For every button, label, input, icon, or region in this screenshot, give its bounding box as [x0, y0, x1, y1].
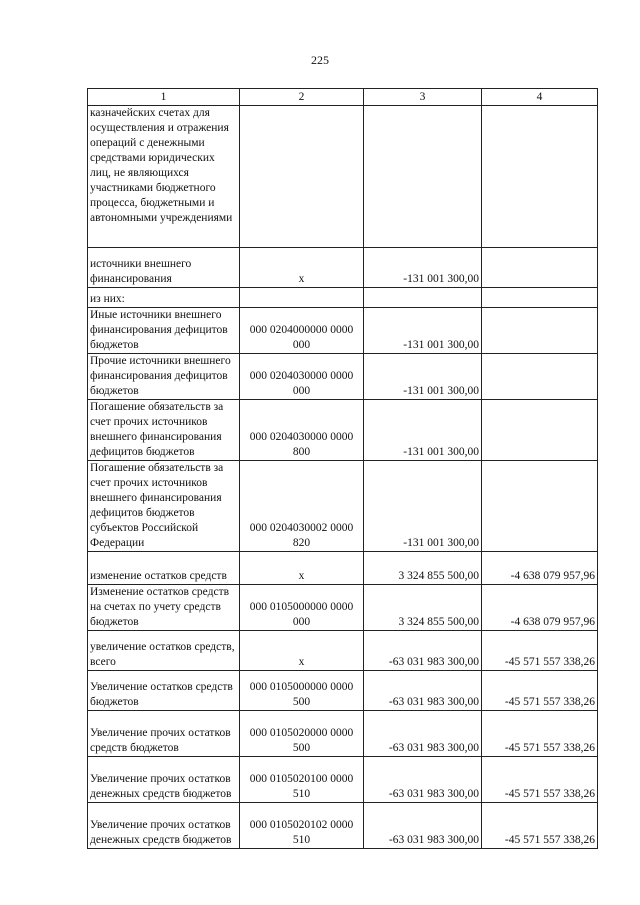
row-name: Увеличение прочих остатков средств бюджетов — [88, 711, 240, 757]
table-row — [88, 631, 598, 671]
row-code — [240, 288, 364, 308]
table-row — [88, 288, 598, 308]
table-row — [88, 308, 598, 354]
row-value-3 — [364, 288, 482, 308]
row-value-3 — [364, 106, 482, 248]
row-code: 000 0105020102 0000 510 — [240, 803, 364, 849]
row-name: казначейских счетах для осуществления и отражения операций с денежными средствами юридических лиц, не являющихся участниками бюджетного процесса, бюджетными и автономными учреждениями — [88, 106, 240, 248]
row-code: 000 0105000000 0000 000 — [240, 585, 364, 631]
row-code: 000 0105020000 0000 500 — [240, 711, 364, 757]
row-value-4 — [482, 400, 598, 461]
header-col-1: 1 — [88, 89, 240, 106]
row-value-4 — [482, 248, 598, 288]
table-row — [88, 106, 598, 248]
row-name: Погашение обязательств за счет прочих источников внешнего финансирования дефицитов бюджетов — [88, 400, 240, 461]
budget-sources-table — [87, 88, 598, 849]
row-value-3: -63 031 983 300,00 — [364, 671, 482, 711]
row-value-4: -45 571 557 338,26 — [482, 631, 598, 671]
row-value-4: -45 571 557 338,26 — [482, 711, 598, 757]
row-name: Изменение остатков средств на счетах по учету средств бюджетов — [88, 585, 240, 631]
row-name: Погашение обязательств за счет прочих источников внешнего финансирования дефицитов бюджетов субъектов Российской Федерации — [88, 461, 240, 552]
row-value-3: -131 001 300,00 — [364, 461, 482, 552]
table-row — [88, 248, 598, 288]
row-value-3: -63 031 983 300,00 — [364, 757, 482, 803]
table-row — [88, 354, 598, 400]
row-value-4: -4 638 079 957,96 — [482, 585, 598, 631]
row-code: 000 0204000000 0000 000 — [240, 308, 364, 354]
table-row — [88, 711, 598, 757]
row-value-4: -45 571 557 338,26 — [482, 803, 598, 849]
header-col-3: 3 — [364, 89, 482, 106]
row-name: источники внешнего финансирования — [88, 248, 240, 288]
row-value-3: -131 001 300,00 — [364, 400, 482, 461]
header-col-2: 2 — [240, 89, 364, 106]
row-code: 000 0204030000 0000 800 — [240, 400, 364, 461]
row-value-4 — [482, 106, 598, 248]
row-value-4: -4 638 079 957,96 — [482, 552, 598, 585]
row-value-3: -131 001 300,00 — [364, 354, 482, 400]
row-name: Увеличение прочих остатков денежных средств бюджетов — [88, 803, 240, 849]
row-name: из них: — [88, 288, 240, 308]
row-code: 000 0105000000 0000 500 — [240, 671, 364, 711]
row-value-4: -45 571 557 338,26 — [482, 757, 598, 803]
row-code: 000 0105020100 0000 510 — [240, 757, 364, 803]
row-code: 000 0204030000 0000 000 — [240, 354, 364, 400]
row-value-3: -63 031 983 300,00 — [364, 631, 482, 671]
row-value-3: -131 001 300,00 — [364, 248, 482, 288]
row-name: Увеличение прочих остатков денежных средств бюджетов — [88, 757, 240, 803]
row-code — [240, 106, 364, 248]
row-value-4: -45 571 557 338,26 — [482, 671, 598, 711]
row-value-3: 3 324 855 500,00 — [364, 552, 482, 585]
row-code: x — [240, 552, 364, 585]
row-value-4 — [482, 288, 598, 308]
row-name: Прочие источники внешнего финансирования дефицитов бюджетов — [88, 354, 240, 400]
row-value-4 — [482, 354, 598, 400]
table-row — [88, 552, 598, 585]
row-name: Увеличение остатков средств бюджетов — [88, 671, 240, 711]
table-row — [88, 400, 598, 461]
row-value-3: 3 324 855 500,00 — [364, 585, 482, 631]
table-row — [88, 803, 598, 849]
row-value-3: -131 001 300,00 — [364, 308, 482, 354]
row-name: Иные источники внешнего финансирования дефицитов бюджетов — [88, 308, 240, 354]
table-row — [88, 671, 598, 711]
row-name: увеличение остатков средств, всего — [88, 631, 240, 671]
table-row — [88, 757, 598, 803]
row-value-3: -63 031 983 300,00 — [364, 803, 482, 849]
row-code: 000 0204030002 0000 820 — [240, 461, 364, 552]
row-value-4 — [482, 461, 598, 552]
row-value-4 — [482, 308, 598, 354]
header-row — [88, 89, 598, 106]
row-code: x — [240, 248, 364, 288]
row-value-3: -63 031 983 300,00 — [364, 711, 482, 757]
row-code: x — [240, 631, 364, 671]
table-body — [88, 106, 598, 849]
page-number: 225 — [311, 53, 329, 67]
row-name: изменение остатков средств — [88, 552, 240, 585]
table-row — [88, 585, 598, 631]
table-header — [88, 89, 598, 106]
header-col-4: 4 — [482, 89, 598, 106]
table-row — [88, 461, 598, 552]
